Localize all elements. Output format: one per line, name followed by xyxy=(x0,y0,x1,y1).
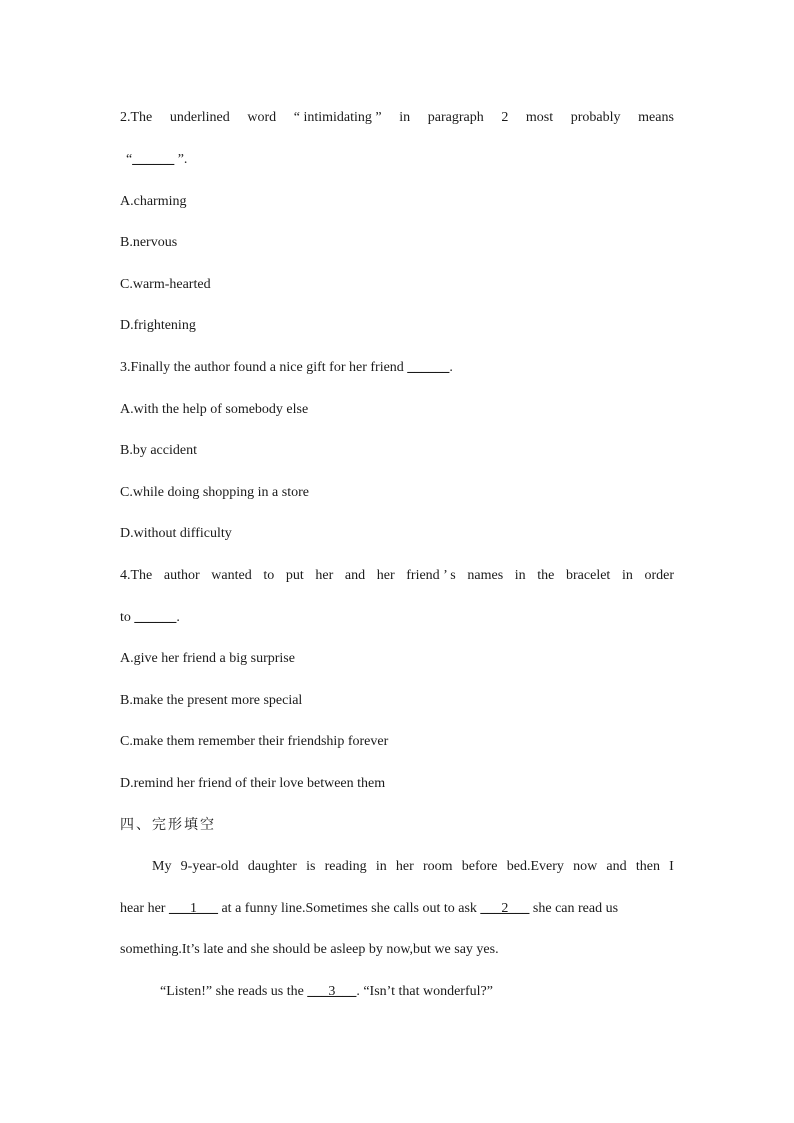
passage-text: she can read us xyxy=(529,901,619,916)
q4-word: friend ’ s xyxy=(406,568,456,583)
passage-word: bed.Every xyxy=(506,859,564,874)
q2-word: word xyxy=(247,110,277,125)
q3-option-b: B.by accident xyxy=(120,443,197,458)
section-heading-cloze: 四、完形填空 xyxy=(120,818,216,833)
q2-stem-line2 xyxy=(126,150,680,170)
q2-option-c: C.warm-hearted xyxy=(120,277,211,292)
q4-word: her xyxy=(315,568,334,583)
passage-p1-line1 xyxy=(152,857,674,877)
q3-answer-blank: ______ xyxy=(407,360,450,375)
passage-word: 9-year-old xyxy=(180,859,239,874)
q4-stem-line1 xyxy=(120,566,674,586)
q4-option-a: A.give her friend a big surprise xyxy=(120,651,295,666)
q2-stem-line1 xyxy=(120,108,674,128)
passage-word: reading xyxy=(324,859,367,874)
cloze-blank-2: ___2___ xyxy=(480,901,530,916)
q2-word: underlined xyxy=(169,110,230,125)
q4-stem-end: . xyxy=(176,610,180,625)
q2-word: paragraph xyxy=(427,110,484,125)
q3-option-d: D.without difficulty xyxy=(120,526,232,541)
q2-close-quote: ”. xyxy=(174,152,188,167)
cloze-blank-1: ___1___ xyxy=(168,901,218,916)
q4-word: and xyxy=(344,568,366,583)
passage-word: and xyxy=(606,859,627,874)
q3-stem xyxy=(120,358,674,378)
passage-p1-line2 xyxy=(120,899,674,919)
q4-word: in xyxy=(621,568,633,583)
q2-word: 2 xyxy=(501,110,509,125)
passage-word: room xyxy=(423,859,453,874)
q4-word: in xyxy=(514,568,526,583)
q4-stem-line2 xyxy=(120,608,674,628)
q2-word: means xyxy=(638,110,674,125)
passage-text: hear her xyxy=(120,901,169,916)
passage-word: then xyxy=(635,859,660,874)
passage-word: daughter xyxy=(247,859,297,874)
q4-option-c: C.make them remember their friendship forever xyxy=(120,734,389,749)
q3-stem-end: . xyxy=(449,360,453,375)
q2-option-a: A.charming xyxy=(120,194,187,209)
cloze-blank-3: ___3___ xyxy=(307,984,357,999)
q2-open-quote: “ xyxy=(126,152,133,167)
q2-word: 2.The xyxy=(120,110,153,125)
q4-word: the xyxy=(537,568,555,583)
passage-word: before xyxy=(461,859,498,874)
passage-text: . “Isn’t that wonderful?” xyxy=(356,984,493,999)
q4-answer-blank: ______ xyxy=(134,610,177,625)
q2-word: in xyxy=(399,110,411,125)
q2-word: probably xyxy=(570,110,621,125)
q4-word: 4.The xyxy=(120,568,153,583)
q2-word: most xyxy=(525,110,554,125)
passage-word: now xyxy=(573,859,598,874)
q4-word: wanted xyxy=(211,568,252,583)
q4-word: to xyxy=(263,568,275,583)
q2-answer-blank: ______ xyxy=(132,152,175,167)
q4-word: author xyxy=(163,568,200,583)
q4-word: put xyxy=(285,568,304,583)
passage-word: My xyxy=(152,859,172,874)
q2-option-d: D.frightening xyxy=(120,318,196,333)
q4-word: order xyxy=(644,568,674,583)
q3-stem-text: 3.Finally the author found a nice gift for her friend xyxy=(120,360,408,375)
passage-p2-line1 xyxy=(160,982,682,1002)
passage-word: in xyxy=(375,859,387,874)
q4-option-b: B.make the present more special xyxy=(120,693,303,708)
passage-text: at a funny line.Sometimes she calls out to ask xyxy=(217,901,481,916)
q4-word: bracelet xyxy=(566,568,611,583)
passage-text: “Listen!” she reads us the xyxy=(160,984,308,999)
q2-option-b: B.nervous xyxy=(120,235,178,250)
passage-word: her xyxy=(395,859,414,874)
q4-stem-text: to xyxy=(120,610,135,625)
passage-word: is xyxy=(306,859,316,874)
passage-p1-line3: something.It’s late and she should be asleep by now,but we say yes. xyxy=(120,942,499,957)
q2-word: “ intimidating ” xyxy=(293,110,382,125)
q3-option-a: A.with the help of somebody else xyxy=(120,402,309,417)
q3-option-c: C.while doing shopping in a store xyxy=(120,485,309,500)
passage-word: I xyxy=(669,859,674,874)
q4-option-d: D.remind her friend of their love between them xyxy=(120,776,386,791)
q4-word: her xyxy=(376,568,395,583)
q4-word: names xyxy=(467,568,504,583)
